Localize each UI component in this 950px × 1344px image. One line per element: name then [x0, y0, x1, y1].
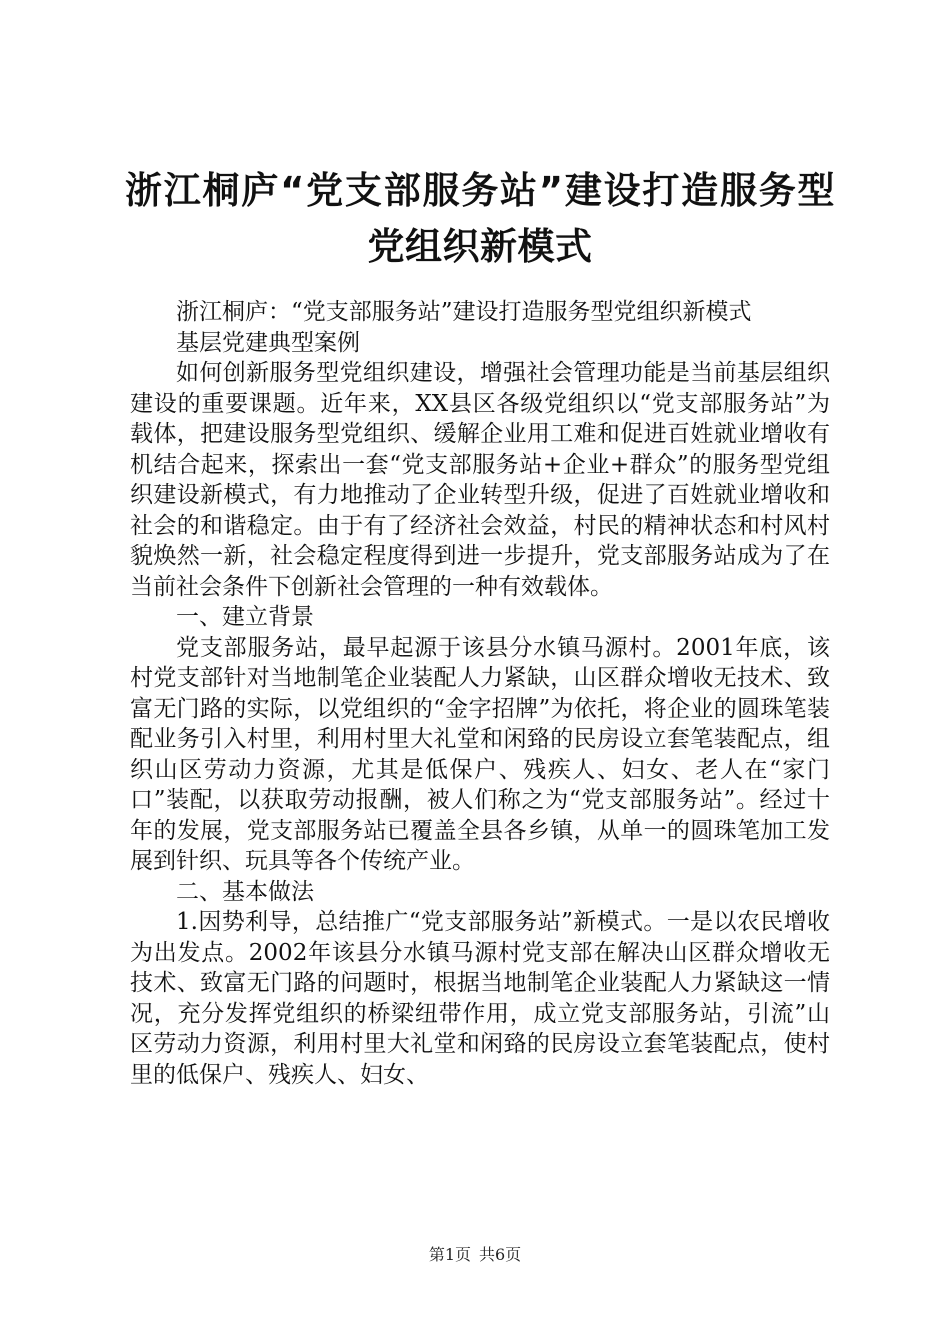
page-footer	[0, 1245, 950, 1265]
paragraph-subtitle: 浙江桐庐：“党支部服务站”建设打造服务型党组织新模式	[176, 299, 752, 325]
paragraph-methods: 1.因势利导，总结推广“党支部服务站”新模式。一是以农民增收为出发点。2002年该县分水镇马源村党支部在解决山区群众增收无技术、致富无门路的问题时，根据当地制笔企业装配人力紧缺这一情况，充分发挥党组织的桥梁纽带作用，成立党支部服务站，引流”山区劳动力资源，利用村里大礼堂和闲臵的民房设立套笔装配点，使村里的低保户、残疾人、妇女、	[130, 909, 830, 1088]
section-heading-methods: 二、基本做法	[176, 878, 314, 905]
page-number: 第1页	[428, 1245, 471, 1264]
section-heading-background: 一、建立背景	[176, 604, 314, 630]
page-total: 共6页	[479, 1245, 522, 1264]
paragraph-category: 基层党建典型案例	[176, 329, 360, 356]
paragraph-intro: 如何创新服务型党组织建设，增强社会管理功能是当前基层组织建设的重要课题。近年来，XX县区各级党组织以“党支部服务站”为载体，把建设服务型党组织、缓解企业用工难和促进百姓就业增收有机结合起来，探索出一套“党支部服务站+企业+群众”的服务型党组织建设新模式，有力地推动了企业转型升级，促进了百姓就业增收和社会的和谐稳定。由于有了经济社会效益，村民的精神状态和村风村貌焕然一新，社会稳定程度得到进一步提升，党支部服务站成为了在当前社会条件下创新社会管理的一种有效载体。	[130, 360, 830, 600]
document-body	[130, 297, 830, 1090]
document-title: 浙江桐庐“党支部服务站”建设打造服务型党组织新模式	[125, 169, 835, 268]
paragraph-background: 党支部服务站，最早起源于该县分水镇马源村。2001年底，该村党支部针对当地制笔企业装配人力紧缺，山区群众增收无技术、致富无门路的实际，以党组织的“金字招牌”为依托，将企业的圆珠笔装配业务引入村里，利用村里大礼堂和闲臵的民房设立套笔装配点，组织山区劳动力资源，尤其是低保户、残疾人、妇女、老人在“家门口”装配，以获取劳动报酬，被人们称之为“党支部服务站”。经过十年的发展，党支部服务站已覆盖全县各乡镇，从单一的圆珠笔加工发展到针织、玩具等各个传统产业。	[130, 634, 830, 874]
